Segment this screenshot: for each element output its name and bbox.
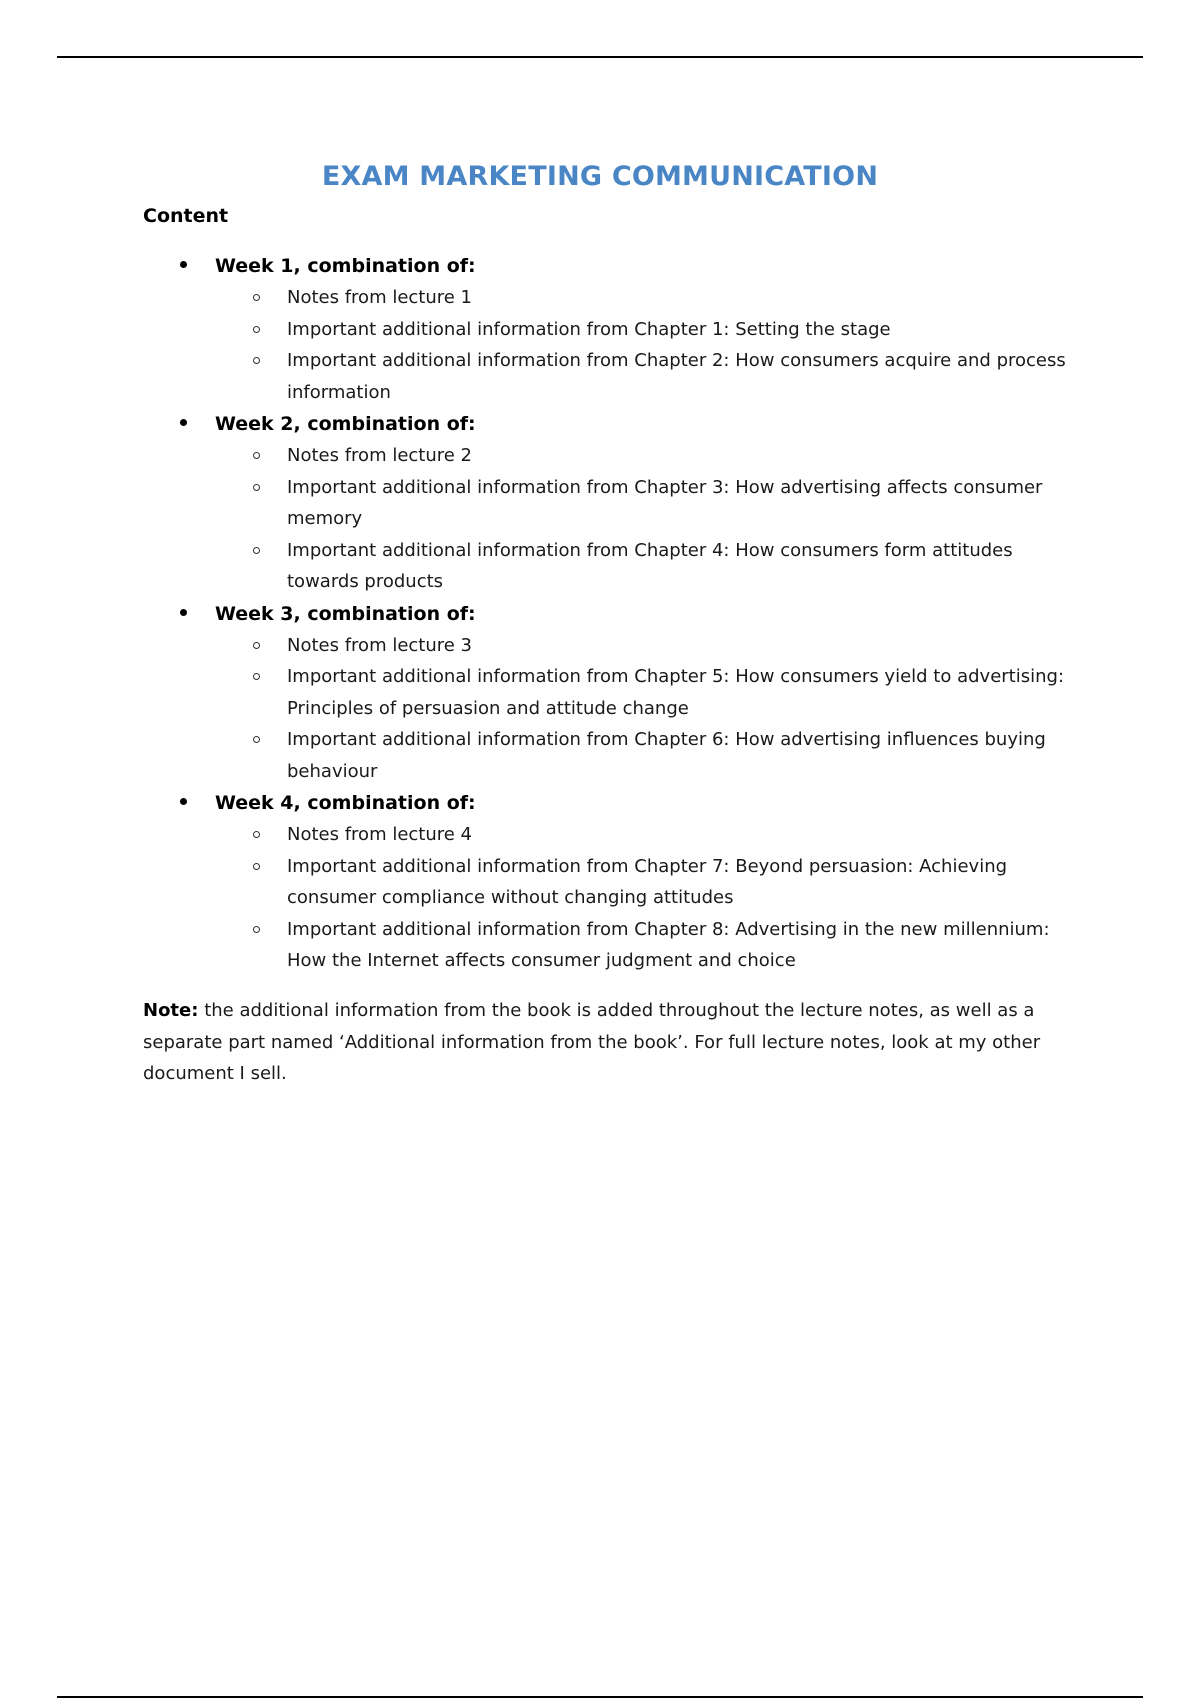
- week-item-text: Important additional information from Chapter 6: How advertising influences buying behaviour: [287, 729, 1046, 782]
- week-item: [215, 472, 1083, 535]
- hollow-bullet-icon: [253, 736, 260, 743]
- filled-bullet-icon: [180, 419, 187, 426]
- filled-bullet-icon: [180, 798, 187, 805]
- week-item-text: Important additional information from Chapter 8: Advertising in the new millennium: How the Internet affects consumer judgment and choice: [287, 918, 1050, 971]
- bottom-horizontal-rule: [57, 1696, 1143, 1698]
- top-horizontal-rule: [57, 56, 1143, 58]
- week-item-text: Important additional information from Chapter 3: How advertising affects consumer memory: [287, 476, 1043, 529]
- filled-bullet-icon: [180, 609, 187, 616]
- week-label: Week 2, combination of:: [215, 413, 476, 435]
- week-item-text: Important additional information from Chapter 5: How consumers yield to advertising: Principles of persuasion and attitude change: [287, 666, 1065, 719]
- week-list-item: [143, 408, 1083, 598]
- week-items-list: [215, 282, 1083, 408]
- filled-bullet-icon: [180, 261, 187, 268]
- hollow-bullet-icon: [253, 452, 260, 459]
- week-item-text: Important additional information from Chapter 1: Setting the stage: [287, 318, 891, 340]
- week-label: Week 4, combination of:: [215, 792, 476, 814]
- note-text: the additional information from the book is added throughout the lecture notes, as well as a separate part named ‘Additional information from the book’. For full lecture notes, look at my other document I sell.: [143, 1000, 1041, 1084]
- week-item-text: Important additional information from Chapter 7: Beyond persuasion: Achieving consumer compliance without changing attitudes: [287, 855, 1008, 908]
- hollow-bullet-icon: [253, 642, 260, 649]
- week-item: [215, 314, 1083, 346]
- week-item: [215, 914, 1083, 977]
- week-item: [215, 345, 1083, 408]
- week-item: [215, 630, 1083, 662]
- hollow-bullet-icon: [253, 926, 260, 933]
- week-item-text: Important additional information from Chapter 2: How consumers acquire and process information: [287, 350, 1066, 403]
- week-item-text: Notes from lecture 2: [287, 445, 473, 466]
- week-item-text: Notes from lecture 4: [287, 824, 473, 845]
- note-paragraph: [143, 995, 1073, 1090]
- hollow-bullet-icon: [253, 294, 260, 301]
- week-items-list: [215, 630, 1083, 788]
- hollow-bullet-icon: [253, 326, 260, 333]
- hollow-bullet-icon: [253, 863, 260, 870]
- hollow-bullet-icon: [253, 831, 260, 838]
- hollow-bullet-icon: [253, 673, 260, 680]
- document-title: EXAM MARKETING COMMUNICATION: [321, 161, 879, 193]
- week-label: Week 3, combination of:: [215, 602, 476, 625]
- week-item: [215, 819, 1083, 851]
- week-list-item: [143, 250, 1083, 408]
- week-list-item: [143, 787, 1083, 977]
- week-item: [215, 282, 1083, 314]
- week-items-list: [215, 819, 1083, 977]
- week-item-text: Important additional information from Chapter 4: How consumers form attitudes towards products: [287, 539, 1013, 592]
- week-item-text: Notes from lecture 3: [287, 634, 473, 656]
- hollow-bullet-icon: [253, 357, 260, 364]
- week-list-item: [143, 598, 1083, 788]
- week-items-list: [215, 440, 1083, 598]
- week-item-text: Notes from lecture 1: [287, 287, 473, 308]
- hollow-bullet-icon: [253, 484, 260, 491]
- hollow-bullet-icon: [253, 547, 260, 554]
- week-item: [215, 535, 1083, 598]
- content-heading: Content: [143, 205, 229, 227]
- week-label: Week 1, combination of:: [215, 255, 476, 277]
- weeks-list: [143, 250, 1083, 977]
- week-item: [215, 851, 1083, 914]
- week-item: [215, 661, 1083, 724]
- week-item: [215, 440, 1083, 472]
- note-label: Note:: [143, 1000, 199, 1021]
- week-item: [215, 724, 1083, 787]
